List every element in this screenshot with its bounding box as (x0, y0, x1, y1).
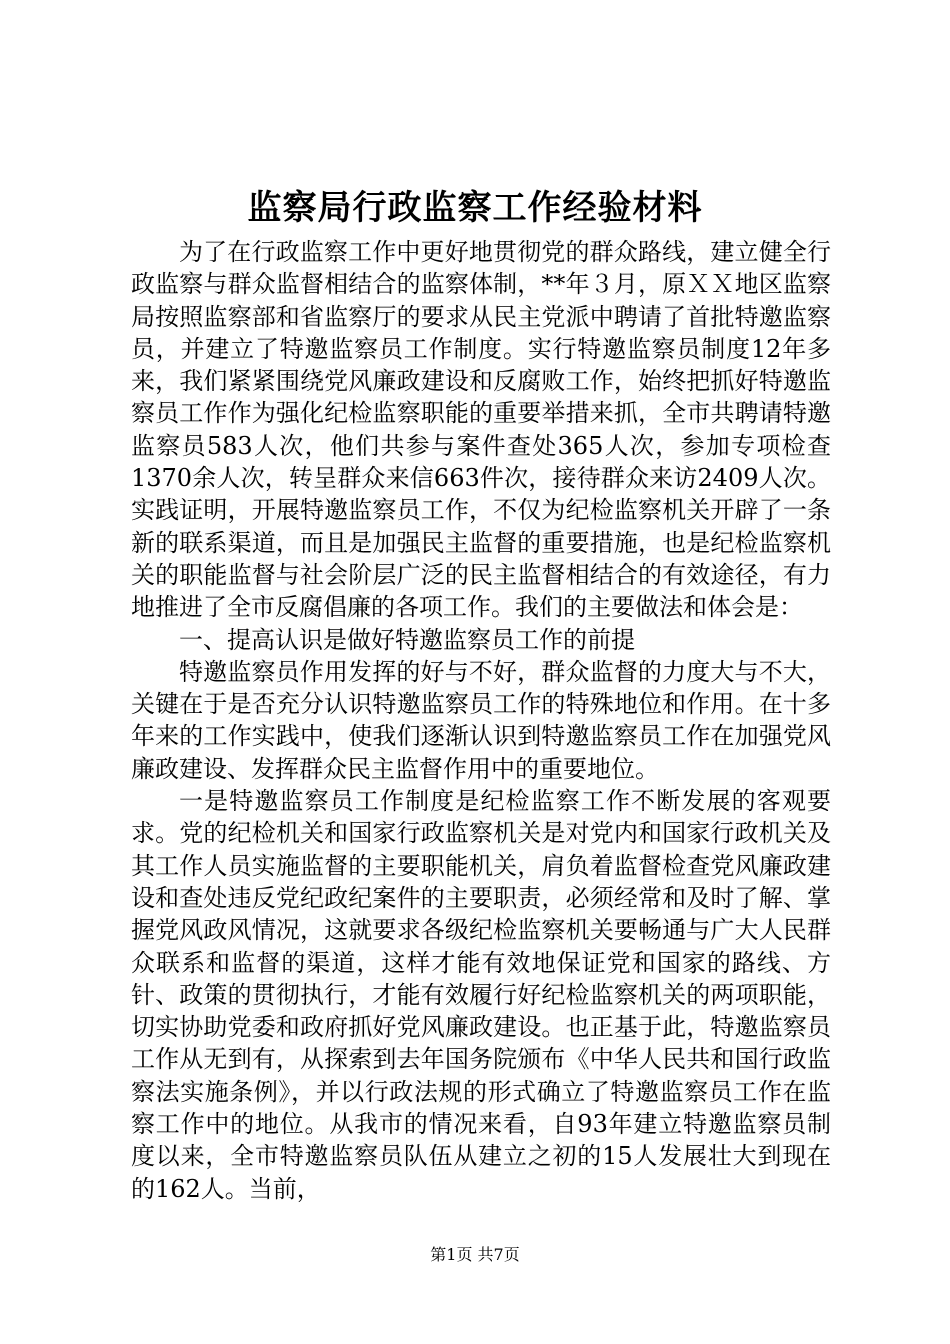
document-title: 监察局行政监察工作经验材料 (247, 188, 703, 228)
document-body (131, 236, 831, 1205)
section-heading-1: 一、提高认识是做好特邀监察员工作的前提 (179, 625, 635, 654)
page-number-footer: 第1页 共7页 (430, 1245, 520, 1264)
paragraph-intro: 为了在行政监察工作中更好地贯彻党的群众路线，建立健全行政监察与群众监督相结合的监察体制，**年３月，原ＸＸ地区监察局按照监察部和省监察厅的要求从民主党派中聘请了首批特邀监察员，并建立了特邀监察员工作制度。实行特邀监察员制度12年多来，我们紧紧围绕党风廉政建设和反腐败工作，始终把抓好特邀监察员工作作为强化纪检监察职能的重要举措来抓，全市共聘请特邀监察员583人次，他们共参与案件查处365人次，参加专项检查1370余人次，转呈群众来信663件次，接待群众来访2409人次。实践证明，开展特邀监察员工作，不仅为纪检监察机关开辟了一条新的联系渠道，而且是加强民主监督的重要措施，也是纪检监察机关的职能监督与社会阶层广泛的民主监督相结合的有效途径，有力地推进了全市反腐倡廉的各项工作。我们的主要做法和体会是： (131, 238, 831, 622)
paragraph-point-1: 一是特邀监察员工作制度是纪检监察工作不断发展的客观要求。党的纪检机关和国家行政监察机关是对党内和国家行政机关及其工作人员实施监督的主要职能机关，肩负着监督检查党风廉政建设和查处违反党纪政纪案件的主要职责，必须经常和及时了解、掌握党风政风情况，这就要求各级纪检监察机关要畅通与广大人民群众联系和监督的渠道，这样才能有效地保证党和国家的路线、方针、政策的贯彻执行，才能有效履行好纪检监察机关的两项职能，切实协助党委和政府抓好党风廉政建设。也正基于此，特邀监察员工作从无到有，从探索到去年国务院颁布《中华人民共和国行政监察法实施条例》，并以行政法规的形式确立了特邀监察员工作在监察工作中的地位。从我市的情况来看，自93年建立特邀监察员制度以来，全市特邀监察员队伍从建立之初的15人发展壮大到现在的162人。当前， (131, 787, 831, 1203)
paragraph-section-1: 特邀监察员作用发挥的好与不好，群众监督的力度大与不大，关键在于是否充分认识特邀监察员工作的特殊地位和作用。在十多年来的工作实践中，使我们逐渐认识到特邀监察员工作在加强党风廉政建设、发挥群众民主监督作用中的重要地位。 (131, 657, 831, 783)
